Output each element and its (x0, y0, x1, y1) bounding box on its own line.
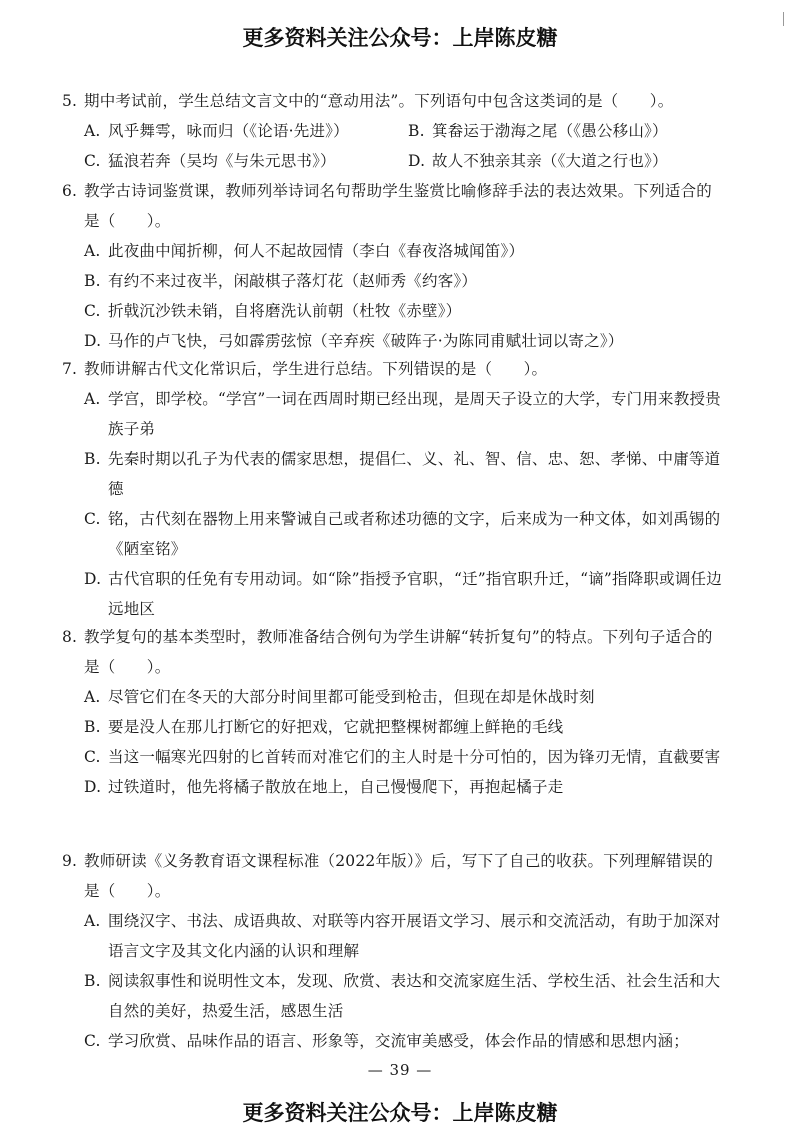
option-letter: B. (84, 272, 101, 290)
option-letter: B. (84, 972, 101, 990)
option-text: 马作的卢飞快，弓如霹雳弦惊（辛弃疾《破阵子·为陈同甫赋壮词以寄之》） (108, 332, 624, 350)
option-text: 尽管它们在冬天的大部分时间里都可能受到枪击，但现在却是休战时刻 (108, 688, 595, 706)
option-letter: A. (84, 390, 101, 408)
option-text: 此夜曲中闻折柳，何人不起故园情（李白《春夜洛城闻笛》） (108, 242, 525, 260)
question-6 (62, 176, 722, 356)
question-8 (62, 622, 722, 802)
question-text: 教师讲解古代文化常识后，学生进行总结。下列错误的是（ ）。 (84, 360, 548, 378)
question-stem (62, 846, 722, 906)
option-letter: D. (84, 570, 102, 588)
question-stem (62, 622, 722, 682)
option-text: 阅读叙事性和说明性文本，发现、欣赏、表达和交流家庭生活、学校生活、社会生活和大自然的美好，热爱生活，感恩生活 (108, 972, 721, 1020)
option-letter: C. (84, 302, 101, 320)
question-stem (62, 176, 722, 236)
option-text: 铭，古代刻在器物上用来警诫自己或者称述功德的文字，后来成为一种文体，如刘禹锡的《陋室铭》 (108, 510, 721, 558)
question-text: 教师研读《义务教育语文课程标准（2022年版）》后，写下了自己的收获。下列理解错误的是（ ）。 (84, 852, 714, 900)
option-text: 学宫，即学校。“学宫”一词在西周时期已经出现，是周天子设立的大学，专门用来教授贵族子弟 (108, 390, 721, 438)
option-letter: D. (84, 332, 102, 350)
option-text: 故人不独亲其亲（《大道之行也》） (432, 152, 668, 170)
option-text: 过铁道时，他先将橘子散放在地上，自己慢慢爬下，再抱起橘子走 (108, 778, 564, 796)
option-d (408, 146, 668, 176)
footer-banner: 更多资料关注公众号：上岸陈皮糖 (242, 1101, 558, 1125)
option-letter: B. (84, 450, 101, 468)
option-b (62, 712, 722, 742)
option-c (62, 1026, 722, 1056)
option-text: 猛浪若奔（吴均《与朱元思书》） (108, 152, 336, 170)
option-letter: B. (84, 718, 101, 736)
option-d (62, 564, 722, 624)
option-letter: A. (84, 122, 101, 140)
option-letter: C. (84, 748, 101, 766)
question-number: 6. (62, 182, 78, 200)
question-text: 教学古诗词鉴赏课，教师列举诗词名句帮助学生鉴赏比喻修辞手法的表达效果。下列适合的是（ ）。 (84, 182, 713, 230)
question-stem (62, 354, 722, 384)
question-stem (62, 86, 722, 116)
option-letter: D. (408, 152, 426, 170)
option-b (408, 116, 668, 146)
question-number: 9. (62, 852, 78, 870)
option-letter: C. (84, 1032, 101, 1050)
option-text: 风乎舞雩，咏而归（《论语·先进》） (108, 122, 349, 140)
option-a (84, 116, 408, 146)
option-letter: B. (408, 122, 425, 140)
option-text: 围绕汉字、书法、成语典故、对联等内容开展语文学习、展示和交流活动，有助于加深对语言文字及其文化内涵的认识和理解 (108, 912, 721, 960)
header-banner: 更多资料关注公众号：上岸陈皮糖 (242, 26, 558, 50)
option-c (62, 296, 722, 326)
question-number: 8. (62, 628, 78, 646)
question-text: 教学复句的基本类型时，教师准备结合例句为学生讲解“转折复句”的特点。下列句子适合的是（ ）。 (84, 628, 713, 676)
option-text: 先秦时期以孔子为代表的儒家思想，提倡仁、义、礼、智、信、忠、恕、孝悌、中庸等道德 (108, 450, 721, 498)
option-d (62, 326, 722, 356)
option-text: 折戟沉沙铁未销，自将磨洗认前朝（杜牧《赤壁》） (108, 302, 462, 320)
option-text: 要是没人在那儿打断它的好把戏，它就把整棵树都缠上鲜艳的毛线 (108, 718, 564, 736)
question-9 (62, 846, 722, 1056)
option-c (62, 742, 722, 772)
option-b (62, 444, 722, 504)
option-letter: A. (84, 912, 101, 930)
option-text: 箕畚运于渤海之尾（《愚公移山》） (432, 122, 668, 140)
option-d (62, 772, 722, 802)
option-text: 古代官职的任免有专用动词。如“除”指授予官职，“迁”指官职升迁，“谪”指降职或调任边远地区 (108, 570, 722, 618)
option-b (62, 266, 722, 296)
question-text: 期中考试前，学生总结文言文中的“意动用法”。下列语句中包含这类词的是（ ）。 (84, 92, 674, 110)
option-a (62, 906, 722, 966)
question-number: 7. (62, 360, 78, 378)
question-7 (62, 354, 722, 624)
option-text: 当这一幅寒光四射的匕首转而对准它们的主人时是十分可怕的，因为锋刃无情，直截要害 (108, 748, 721, 766)
option-text: 有约不来过夜半，闲敲棋子落灯花（赵师秀《约客》） (108, 272, 478, 290)
option-c (84, 146, 408, 176)
page-number: — 39 — (367, 1061, 433, 1079)
option-letter: A. (84, 242, 101, 260)
option-a (62, 384, 722, 444)
option-a (62, 682, 722, 712)
option-letter: C. (84, 510, 101, 528)
option-letter: A. (84, 688, 101, 706)
option-a (62, 236, 722, 266)
option-text: 学习欣赏、品味作品的语言、形象等，交流审美感受，体会作品的情感和思想内涵； (108, 1032, 689, 1050)
option-c (62, 504, 722, 564)
option-b (62, 966, 722, 1026)
question-5 (62, 86, 722, 176)
option-letter: C. (84, 152, 101, 170)
option-letter: D. (84, 778, 102, 796)
question-number: 5. (62, 92, 78, 110)
